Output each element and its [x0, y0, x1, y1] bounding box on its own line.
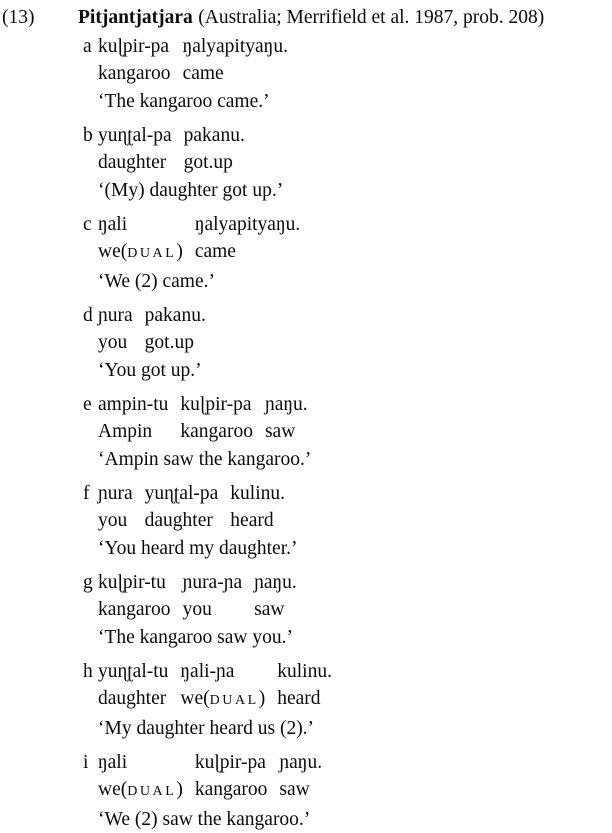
example-letter: h [83, 658, 98, 743]
vernacular-word: yuɳʈal-pa [98, 122, 172, 150]
gloss-columns [98, 749, 322, 806]
interlinear-example [83, 391, 612, 474]
example-letter: e [83, 391, 98, 474]
free-translation: ‘The kangaroo came.’ [98, 88, 288, 116]
example-body [98, 302, 206, 385]
gloss-word: came [183, 60, 224, 88]
example-body [98, 569, 297, 652]
vernacular-word: kuɭpir-pa [195, 749, 266, 777]
example-body [98, 480, 298, 563]
gloss-word: you [183, 596, 212, 624]
gloss-word: got.up [184, 149, 233, 177]
free-translation: ‘You got up.’ [98, 357, 206, 385]
free-translation: ‘Ampin saw the kangaroo.’ [98, 446, 311, 474]
vernacular-word: ampin-tu [98, 391, 168, 419]
interlinear-example [83, 569, 612, 652]
vernacular-word: kulinu. [277, 658, 332, 686]
example-letter: g [83, 569, 98, 652]
source-citation: (Australia; Merrifield et al. 1987, prob. 208) [198, 7, 544, 28]
free-translation: ‘We (2) came.’ [98, 268, 300, 296]
free-translation: ‘My daughter heard us (2).’ [98, 715, 332, 743]
word-gloss-column [98, 391, 168, 446]
gloss-word: we(DUAL) [180, 685, 265, 715]
interlinear-examples-list [83, 33, 612, 833]
example-body [98, 391, 311, 474]
example-header [0, 0, 612, 32]
example-number: (13) [2, 4, 78, 32]
word-gloss-column [98, 211, 183, 268]
interlinear-example [83, 122, 612, 205]
vernacular-word: pakanu. [145, 302, 206, 330]
gloss-columns [98, 480, 298, 535]
vernacular-word: ɲura [98, 480, 133, 508]
gloss-word: we(DUAL) [98, 238, 183, 268]
gloss-word: heard [230, 507, 273, 535]
vernacular-word: pakanu. [184, 122, 245, 150]
vernacular-word: ɲaŋu. [254, 569, 297, 597]
vernacular-word: ŋalyapityaŋu. [195, 211, 300, 239]
gloss-columns [98, 658, 332, 715]
gloss-columns [98, 211, 300, 268]
gloss-word: we(DUAL) [98, 776, 183, 806]
vernacular-word: ŋali [98, 211, 127, 239]
gloss-word: heard [277, 685, 320, 713]
word-gloss-column [98, 302, 133, 357]
gloss-word: you [98, 329, 127, 357]
gloss-word: saw [279, 776, 309, 804]
gloss-word: daughter [98, 685, 166, 713]
vernacular-word: ɲura-ɲa [183, 569, 243, 597]
interlinear-example [83, 302, 612, 385]
vernacular-word: kuɭpir-pa [180, 391, 251, 419]
word-gloss-column [145, 480, 219, 535]
gloss-word: kangaroo [180, 418, 253, 446]
word-gloss-column [183, 33, 288, 88]
word-gloss-column [98, 122, 172, 177]
example-letter: a [83, 33, 98, 116]
vernacular-word: ŋali-ɲa [180, 658, 234, 686]
word-gloss-column [98, 480, 133, 535]
gloss-word: saw [265, 418, 295, 446]
word-gloss-column [184, 122, 245, 177]
free-translation: ‘We (2) saw the kangaroo.’ [98, 806, 322, 833]
example-letter: f [83, 480, 98, 563]
interlinear-example [83, 480, 612, 563]
word-gloss-column [277, 658, 332, 715]
free-translation: ‘You heard my daughter.’ [98, 535, 298, 563]
word-gloss-column [195, 749, 268, 806]
free-translation: ‘The kangaroo saw you.’ [98, 624, 297, 652]
gloss-word: kangaroo [195, 776, 268, 804]
vernacular-word: kuɭpir-pa [98, 33, 169, 61]
gloss-word: kangaroo [98, 596, 171, 624]
word-gloss-column [254, 569, 297, 624]
word-gloss-column [98, 658, 168, 715]
smallcaps-gloss-label: DUAL [127, 783, 176, 799]
word-gloss-column [180, 658, 265, 715]
gloss-word: kangaroo [98, 60, 171, 88]
gloss-word: got.up [145, 329, 194, 357]
vernacular-word: ɲaŋu. [279, 749, 322, 777]
gloss-columns [98, 33, 288, 88]
example-body [98, 33, 288, 116]
example-body [98, 211, 300, 296]
free-translation: ‘(My) daughter got up.’ [98, 177, 283, 205]
example-body [98, 122, 283, 205]
vernacular-word: kulinu. [230, 480, 285, 508]
interlinear-example [83, 749, 612, 833]
interlinear-example [83, 33, 612, 116]
example-letter: c [83, 211, 98, 296]
smallcaps-gloss-label: DUAL [127, 245, 176, 261]
example-letter: d [83, 302, 98, 385]
example-title [78, 4, 544, 32]
example-body [98, 749, 322, 833]
gloss-word: came [195, 238, 236, 266]
gloss-columns [98, 569, 297, 624]
example-body [98, 658, 332, 743]
interlinear-example [83, 211, 612, 296]
example-letter: b [83, 122, 98, 205]
vernacular-word: kuɭpir-tu [98, 569, 166, 597]
word-gloss-column [98, 749, 183, 806]
language-name: Pitjantjatjara [78, 7, 193, 28]
word-gloss-column [98, 33, 171, 88]
word-gloss-column [195, 211, 300, 268]
vernacular-word: yuɳʈal-pa [145, 480, 219, 508]
gloss-columns [98, 302, 206, 357]
vernacular-word: yuɳʈal-tu [98, 658, 168, 686]
gloss-word: Ampin [98, 418, 152, 446]
word-gloss-column [230, 480, 285, 535]
interlinear-example [83, 658, 612, 743]
gloss-columns [98, 391, 311, 446]
word-gloss-column [145, 302, 206, 357]
vernacular-word: ɲaŋu. [265, 391, 308, 419]
word-gloss-column [279, 749, 322, 806]
word-gloss-column [265, 391, 308, 446]
gloss-word: saw [254, 596, 284, 624]
gloss-columns [98, 122, 283, 177]
gloss-word: daughter [145, 507, 213, 535]
word-gloss-column [183, 569, 243, 624]
smallcaps-gloss-label: DUAL [210, 692, 259, 708]
vernacular-word: ŋalyapityaŋu. [183, 33, 288, 61]
vernacular-word: ŋali [98, 749, 127, 777]
word-gloss-column [180, 391, 253, 446]
word-gloss-column [98, 569, 171, 624]
vernacular-word: ɲura [98, 302, 133, 330]
gloss-word: daughter [98, 149, 166, 177]
gloss-word: you [98, 507, 127, 535]
example-letter: i [83, 749, 98, 833]
